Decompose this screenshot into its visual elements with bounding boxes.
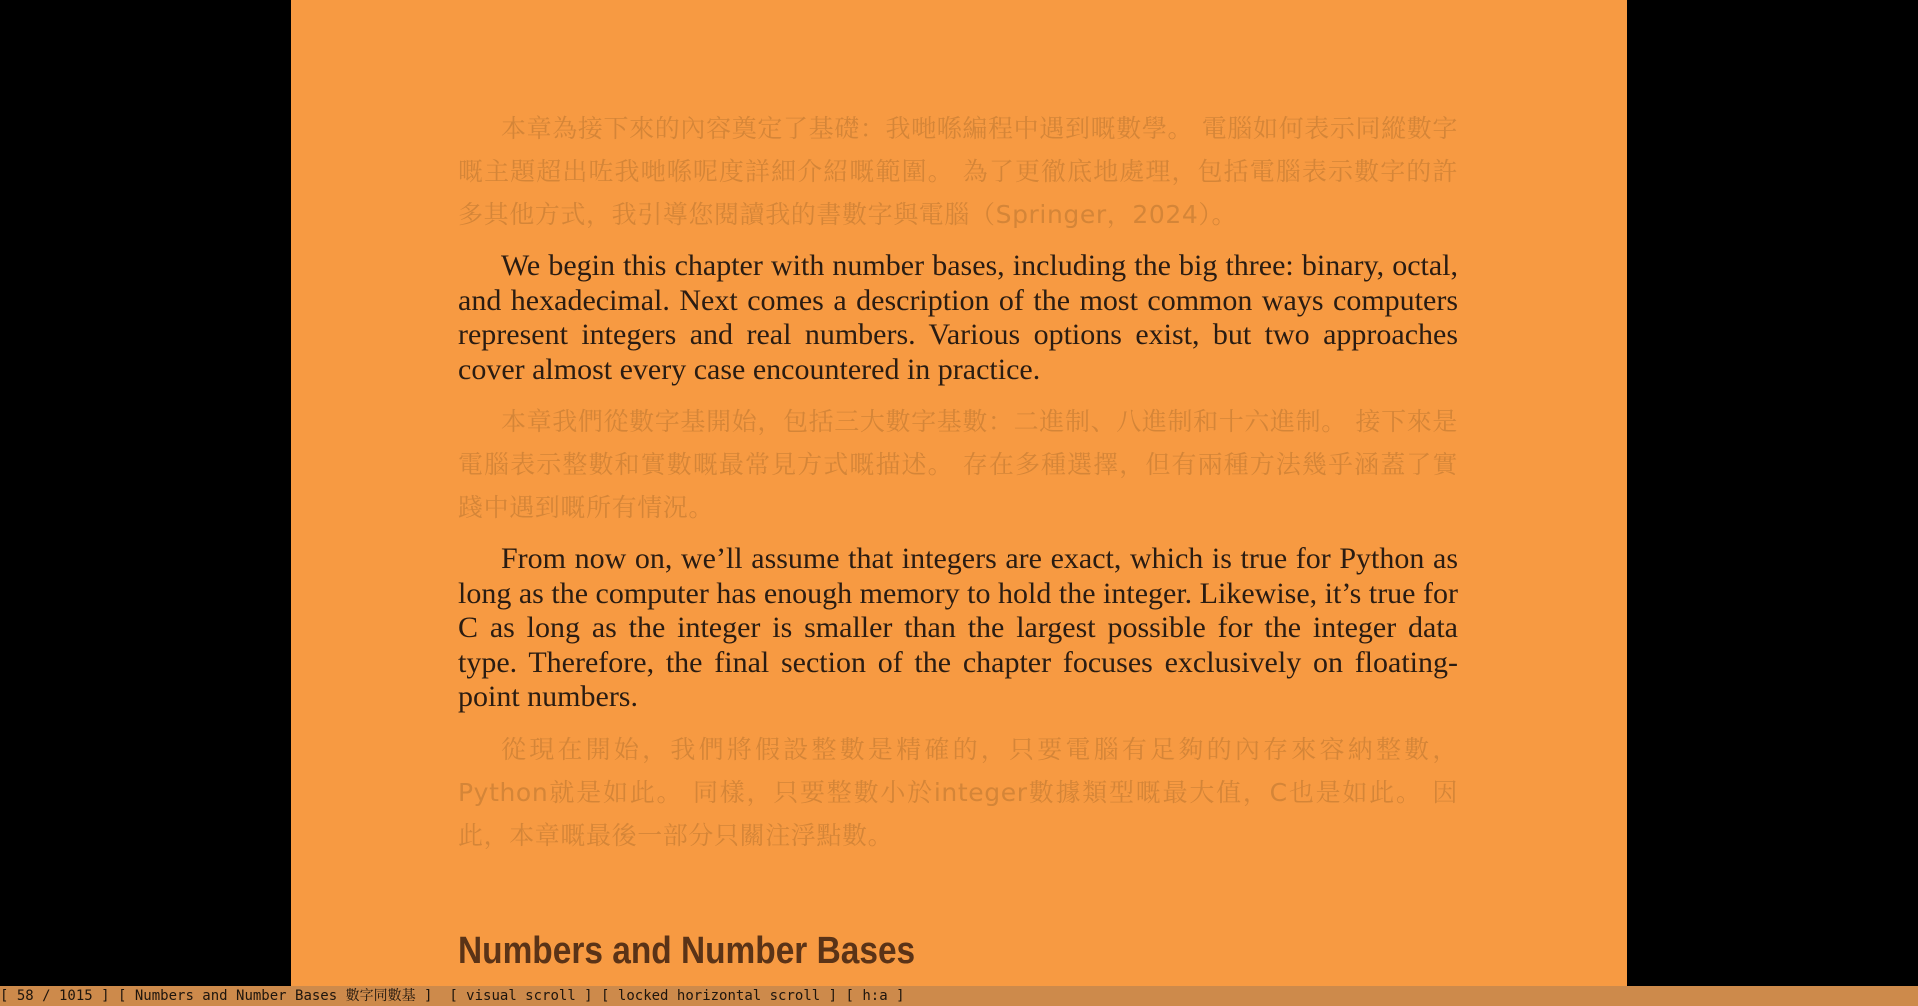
page-content [458, 107, 1458, 870]
paragraph-chinese-2: 本章我們從數字基開始，包括三大數字基數：二進制、八進制和十六進制。 接下來是電腦表示整數和實數嘅最常見方式嘅描述。 存在多種選擇，但有兩種方法幾乎涵蓋了實踐中遇到嘅所有情況。 [458, 407, 1458, 522]
status-page-counter: [ 58 / 1015 ] [0, 988, 110, 1004]
paragraph-english-1: We begin this chapter with number bases, including the big three: binary, octal, and hexadecimal. Next comes a description of the most common ways computers represent integers and real numbers. Various options exist, but two approaches cover almost every case encountered in practice. [458, 249, 1458, 386]
status-bar [0, 986, 1918, 1006]
status-hint: [ h:a ] [845, 988, 905, 1004]
paragraph-chinese-1: 本章為接下來的內容奠定了基礎：我哋喺編程中遇到嘅數學。 電腦如何表示同縱數字嘅主題超出咗我哋喺呢度詳細介紹嘅範圍。 為了更徹底地處理，包括電腦表示數字的許多其他方式，我引導您閱讀我的書數字與電腦（Springer，2024）。 [458, 114, 1458, 229]
document-page[interactable] [291, 0, 1627, 986]
status-horizontal-mode: [ locked horizontal scroll ] [601, 988, 838, 1004]
status-scroll-mode: [ visual scroll ] [449, 988, 593, 1004]
section-heading: Numbers and Number Bases [458, 930, 916, 972]
paragraph-english-2: From now on, we’ll assume that integers are exact, which is true for Python as long as the computer has enough memory to hold the integer. Likewise, it’s true for C as long as the integer is smaller than the largest possible for the integer data type. Therefore, the final section of the chapter focuses exclusively on floating-point numbers. [458, 542, 1458, 713]
status-section-title: [ Numbers and Number Bases 數字同數基 ] [118, 988, 433, 1004]
paragraph-chinese-3: 從現在開始，我們將假設整數是精確的，只要電腦有足夠的內存來容納整數，Python就是如此。 同樣，只要整數小於integer數據類型嘅最大值，C也是如此。 因此，本章嘅最後一部分只關注浮點數。 [458, 734, 1458, 850]
